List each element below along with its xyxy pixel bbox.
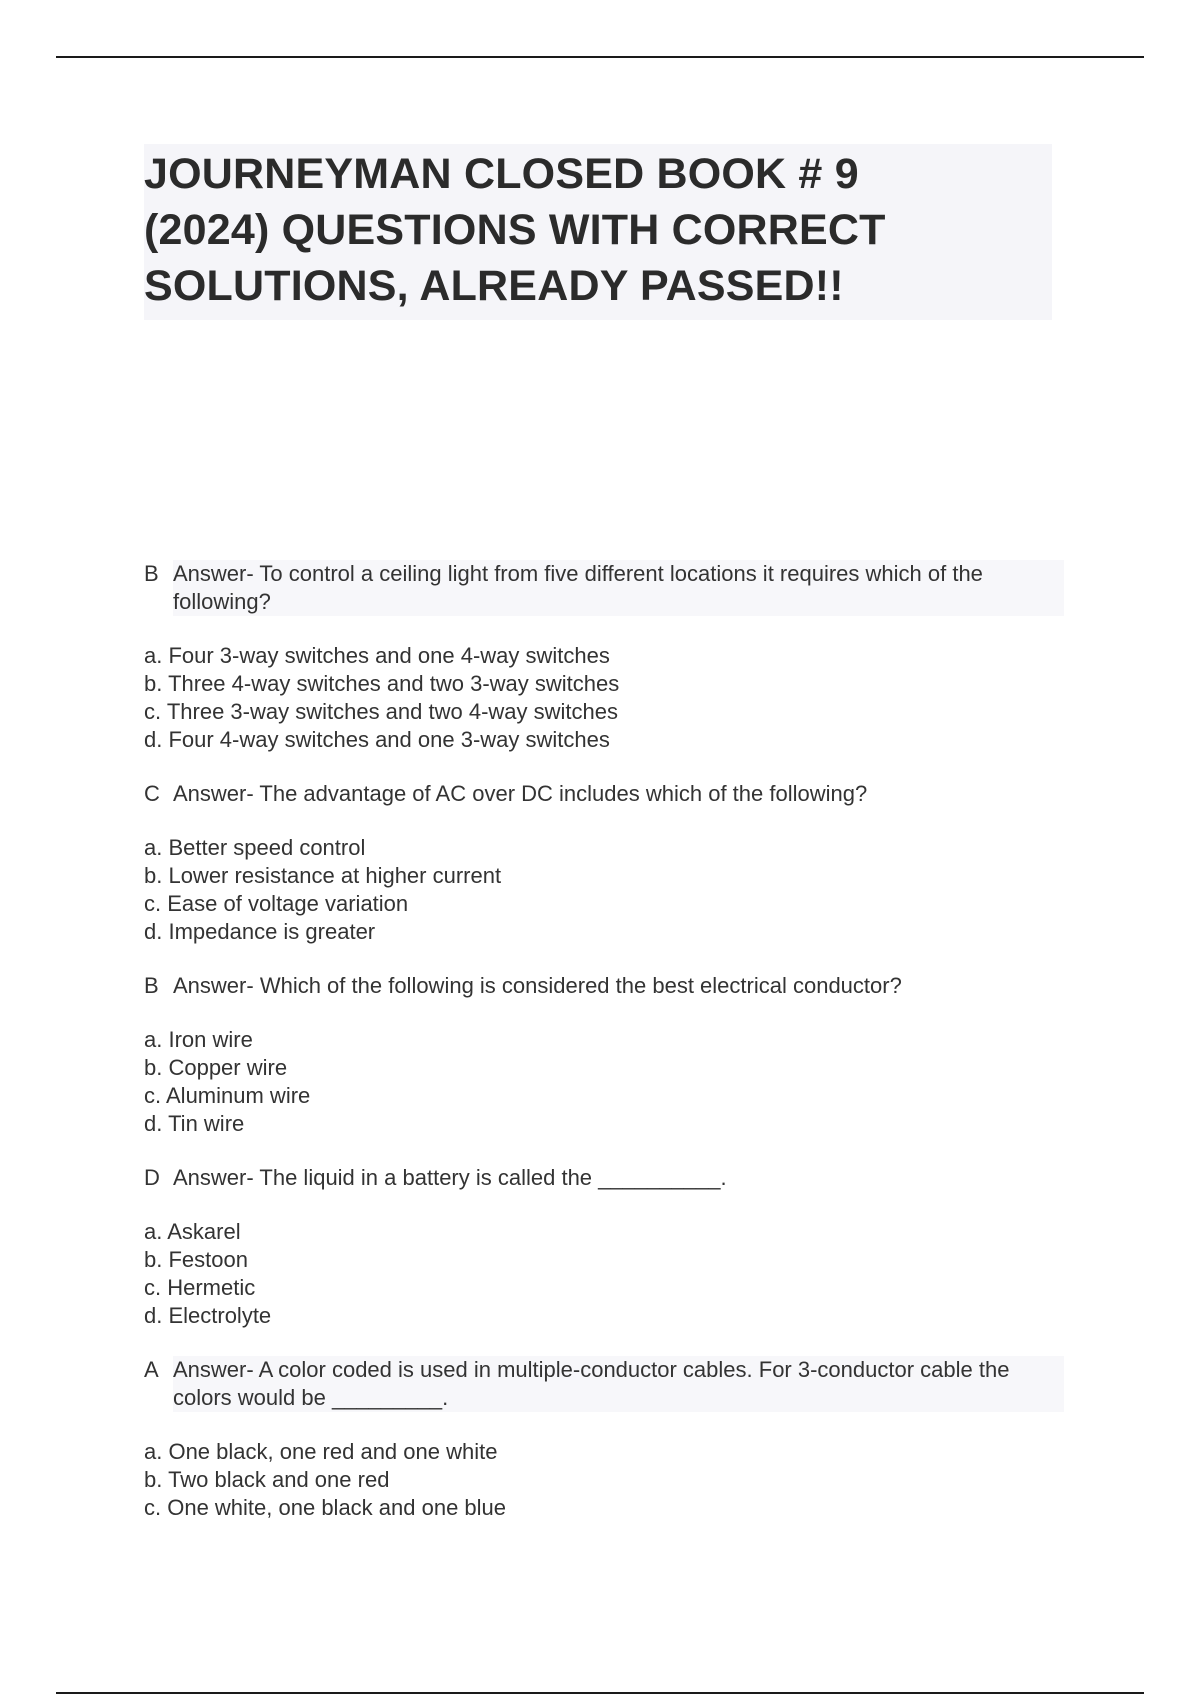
option-item: b. Copper wire xyxy=(144,1055,288,1080)
question-3 xyxy=(144,972,1064,1138)
answer-prefix: Answer- xyxy=(173,1165,254,1190)
option-item: b. Festoon xyxy=(144,1247,248,1272)
option-item: c. One white, one black and one blue xyxy=(144,1495,507,1520)
option-item: d. Tin wire xyxy=(144,1111,245,1136)
question-1-stem xyxy=(144,560,1064,616)
option-item: c. Three 3-way switches and two 4-way switches xyxy=(144,699,618,724)
question-2-options xyxy=(144,834,1064,946)
document-title xyxy=(144,144,1052,320)
question-text: A color coded is used in multiple-conductor cables. For 3-conductor cable the colors would be _________. xyxy=(173,1357,1010,1410)
answer-letter: B xyxy=(144,561,159,586)
question-text: To control a ceiling light from five different locations it requires which of the following? xyxy=(173,561,983,614)
option-item: a. Askarel xyxy=(144,1219,241,1244)
title-line-3: SOLUTIONS, ALREADY PASSED!! xyxy=(144,262,844,310)
option-item: a. One black, one red and one white xyxy=(144,1439,498,1464)
top-divider xyxy=(56,56,1144,58)
option-item: c. Ease of voltage variation xyxy=(144,891,409,916)
question-1-options xyxy=(144,642,1064,754)
option-item: d. Four 4-way switches and one 3-way switches xyxy=(144,727,610,752)
title-line-1: JOURNEYMAN CLOSED BOOK # 9 xyxy=(144,150,859,198)
question-2 xyxy=(144,780,1064,946)
title-line-2: (2024) QUESTIONS WITH CORRECT xyxy=(144,206,886,254)
option-item: c. Hermetic xyxy=(144,1275,256,1300)
answer-prefix: Answer- xyxy=(173,561,254,586)
question-3-options xyxy=(144,1026,1064,1138)
answer-prefix: Answer- xyxy=(173,973,254,998)
option-item: b. Lower resistance at higher current xyxy=(144,863,502,888)
question-text: The advantage of AC over DC includes which of the following? xyxy=(259,781,868,806)
question-5-options xyxy=(144,1438,1064,1522)
question-3-stem xyxy=(144,972,1064,1000)
question-1 xyxy=(144,560,1064,754)
option-item: b. Two black and one red xyxy=(144,1467,390,1492)
question-2-stem xyxy=(144,780,1064,808)
question-4-options xyxy=(144,1218,1064,1330)
question-5 xyxy=(144,1356,1064,1522)
answer-letter: C xyxy=(144,781,160,806)
option-item: c. Aluminum wire xyxy=(144,1083,311,1108)
option-item: a. Four 3-way switches and one 4-way switches xyxy=(144,643,610,668)
question-5-stem xyxy=(144,1356,1064,1412)
question-4-stem xyxy=(144,1164,1064,1192)
answer-prefix: Answer- xyxy=(173,781,254,806)
answer-letter: B xyxy=(144,973,159,998)
question-list xyxy=(144,560,1064,1548)
bottom-divider xyxy=(56,1692,1144,1694)
option-item: d. Electrolyte xyxy=(144,1303,272,1328)
question-4 xyxy=(144,1164,1064,1330)
answer-letter: D xyxy=(144,1165,160,1190)
option-item: a. Better speed control xyxy=(144,835,366,860)
answer-prefix: Answer- xyxy=(173,1357,254,1382)
answer-letter: A xyxy=(144,1357,159,1382)
option-item: d. Impedance is greater xyxy=(144,919,376,944)
option-item: b. Three 4-way switches and two 3-way switches xyxy=(144,671,620,696)
question-text: The liquid in a battery is called the __________. xyxy=(259,1165,727,1190)
option-item: a. Iron wire xyxy=(144,1027,253,1052)
question-text: Which of the following is considered the best electrical conductor? xyxy=(259,973,902,998)
